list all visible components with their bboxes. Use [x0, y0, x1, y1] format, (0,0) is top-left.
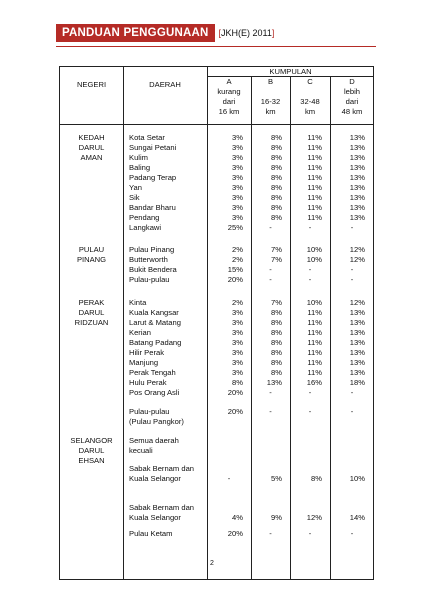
rate-cell: 11% — [307, 308, 322, 317]
rate-cell: - — [269, 275, 272, 284]
col-header-group-line: 48 km — [341, 107, 363, 116]
rate-cell: 8% — [271, 193, 282, 202]
rate-cell: 11% — [307, 193, 322, 202]
rate-cell: 12% — [306, 513, 322, 522]
rate-cell: - — [308, 529, 312, 538]
rate-cell: 13% — [349, 308, 365, 317]
rate-cell: - — [308, 223, 312, 232]
state-name: PINANG — [76, 255, 107, 264]
rate-cell: - — [350, 265, 354, 274]
rate-cell: 8% — [271, 203, 282, 212]
rate-cell: 3% — [232, 183, 243, 192]
rate-cell: 13% — [266, 378, 282, 387]
rate-cell: - — [308, 275, 312, 284]
rate-cell: 8% — [232, 378, 243, 387]
header-bottom-rule — [60, 124, 373, 125]
rate-cell: 13% — [349, 338, 365, 347]
rate-cell: - — [350, 223, 354, 232]
rate-cell: 12% — [349, 255, 365, 264]
daerah-name: Bandar Bharu — [129, 203, 176, 212]
rate-cell: 11% — [307, 338, 322, 347]
rate-cell: 3% — [232, 163, 243, 172]
rate-cell: 14% — [349, 513, 365, 522]
rate-cell: 13% — [349, 328, 365, 337]
rate-cell: 8% — [271, 338, 282, 347]
rate-cell: 2% — [232, 255, 243, 264]
rate-cell: - — [350, 388, 354, 397]
state-name: DARUL — [78, 143, 105, 152]
rate-cell: 3% — [232, 358, 243, 367]
col-header-group-line: lebih — [343, 87, 361, 96]
rate-cell: 8% — [271, 328, 282, 337]
col-divider — [290, 76, 291, 579]
page-header — [56, 24, 274, 42]
rate-cell: 11% — [307, 143, 322, 152]
rate-cell: 3% — [232, 338, 243, 347]
state-name: AMAN — [80, 153, 103, 162]
rate-cell: 20% — [227, 275, 243, 284]
rate-cell: 13% — [349, 163, 365, 172]
header-rule — [56, 46, 376, 47]
page-number: 2 — [210, 560, 214, 567]
rate-cell: - — [269, 265, 272, 274]
daerah-name: Yan — [129, 183, 142, 192]
daerah-name: Pos Orang Asli — [129, 388, 180, 397]
rate-cell: 13% — [349, 203, 365, 212]
rate-cell: 11% — [307, 173, 322, 182]
rate-cell: 2% — [232, 245, 243, 254]
rate-cell: 4% — [232, 513, 243, 522]
daerah-name: Sungai Petani — [129, 143, 177, 152]
rate-cell: 13% — [349, 368, 365, 377]
rates-table — [59, 66, 374, 580]
rate-cell: 20% — [227, 388, 243, 397]
daerah-name: Hulu Perak — [129, 378, 167, 387]
rate-cell: 13% — [349, 358, 365, 367]
rate-cell: 25% — [227, 223, 243, 232]
rate-cell: 13% — [349, 153, 365, 162]
rate-cell: 3% — [232, 368, 243, 377]
rate-cell: 8% — [271, 173, 282, 182]
rate-cell: 10% — [349, 474, 365, 483]
rate-cell: 11% — [307, 348, 322, 357]
rate-cell: 8% — [271, 358, 282, 367]
rate-cell: 3% — [232, 173, 243, 182]
rate-cell: 11% — [307, 358, 322, 367]
col-header-group-line: km — [265, 107, 276, 116]
rate-cell: - — [269, 407, 272, 416]
rate-cell: 13% — [349, 213, 365, 222]
rate-cell: - — [350, 529, 354, 538]
rate-cell: 12% — [349, 245, 365, 254]
rate-cell: 3% — [232, 143, 243, 152]
rate-cell: 12% — [349, 298, 365, 307]
col-header-group-line: 32-48 — [300, 97, 320, 106]
daerah-name: Larut & Matang — [129, 318, 181, 327]
daerah-name: Batang Padang — [129, 338, 182, 347]
rate-cell: 11% — [307, 183, 322, 192]
col-header-group-line: dari — [222, 97, 236, 106]
daerah-name: Butterworth — [129, 255, 168, 264]
rate-cell: - — [308, 407, 312, 416]
col-divider — [207, 67, 208, 579]
daerah-name: Hilir Perak — [129, 348, 165, 357]
rate-cell: 7% — [271, 255, 282, 264]
col-header-group-line: 16-32 — [260, 97, 281, 106]
rate-cell: 13% — [349, 183, 365, 192]
col-header-group-line: A — [226, 77, 232, 86]
col-divider — [330, 76, 331, 579]
header-title: PANDUAN PENGGUNAAN — [56, 24, 215, 42]
daerah-name: Kuala Kangsar — [129, 308, 179, 317]
daerah-name: Pulau Ketam — [129, 529, 173, 538]
rate-cell: - — [269, 388, 272, 397]
rate-cell: 3% — [232, 203, 243, 212]
rate-cell: 18% — [349, 378, 365, 387]
rate-cell: 8% — [271, 183, 282, 192]
rate-cell: 2% — [232, 298, 243, 307]
rate-cell: 13% — [349, 193, 365, 202]
state-name: DARUL — [78, 308, 105, 317]
col-header-group-line: km — [304, 107, 316, 116]
rate-cell: 10% — [306, 298, 322, 307]
rate-cell: 3% — [232, 348, 243, 357]
daerah-name: Bukit Bendera — [129, 265, 177, 274]
rate-cell: 13% — [349, 143, 365, 152]
rate-cell: 8% — [271, 143, 282, 152]
daerah-name: Semua daerah — [129, 436, 179, 445]
state-name: SELANGOR — [70, 436, 113, 445]
rate-cell: 11% — [307, 163, 322, 172]
rate-cell: 8% — [311, 474, 322, 483]
daerah-name: Baling — [129, 163, 151, 172]
rate-cell: 20% — [227, 529, 243, 538]
rate-cell: 13% — [349, 318, 365, 327]
rate-cell: 11% — [307, 328, 322, 337]
daerah-name: Sik — [129, 193, 140, 202]
state-name: PULAU — [78, 245, 105, 254]
rate-cell: 13% — [349, 133, 365, 142]
daerah-name: Kota Setar — [129, 133, 165, 142]
rate-cell: 13% — [349, 348, 365, 357]
state-name: KEDAH — [78, 133, 105, 142]
daerah-name: Perak Tengah — [129, 368, 176, 377]
rate-cell: 3% — [232, 153, 243, 162]
rate-cell: 3% — [232, 133, 243, 142]
col-header-kumpulan: KUMPULAN — [269, 67, 312, 76]
rate-cell: - — [227, 474, 231, 483]
rate-cell: 8% — [271, 153, 282, 162]
daerah-name: Langkawi — [129, 223, 162, 232]
state-name: EHSAN — [78, 456, 105, 465]
rate-cell: 11% — [307, 318, 322, 327]
rate-cell: - — [308, 265, 312, 274]
daerah-name: Kinta — [129, 298, 147, 307]
rate-cell: 8% — [271, 348, 282, 357]
state-name: DARUL — [78, 446, 105, 455]
rate-cell: 5% — [271, 474, 282, 483]
rate-cell: - — [350, 407, 354, 416]
state-name: RIDZUAN — [74, 318, 109, 327]
daerah-name: Padang Terap — [129, 173, 177, 182]
rate-cell: 3% — [232, 193, 243, 202]
daerah-name-line2: (Pulau Pangkor) — [129, 417, 184, 426]
rate-cell: 8% — [271, 368, 282, 377]
daerah-name: Pulau Pinang — [129, 245, 175, 254]
rate-cell: 8% — [271, 318, 282, 327]
daerah-name: Pendang — [129, 213, 160, 222]
col-header-group-line: 16 km — [218, 107, 240, 116]
col-header-group-line: C — [307, 77, 313, 86]
daerah-name-line2: kecuali — [129, 446, 153, 455]
col-header-negeri: NEGERI — [76, 80, 107, 89]
state-name: PERAK — [78, 298, 105, 307]
daerah-name-line2: Kuala Selangor — [129, 513, 181, 522]
rate-cell: 8% — [271, 133, 282, 142]
rate-cell: - — [269, 529, 272, 538]
rate-cell: 13% — [349, 173, 365, 182]
rate-cell: 10% — [306, 245, 322, 254]
daerah-name: Manjung — [129, 358, 159, 367]
col-divider — [123, 67, 124, 579]
rate-cell: 7% — [271, 298, 282, 307]
rate-cell: 3% — [232, 213, 243, 222]
rate-cell: 16% — [306, 378, 322, 387]
col-header-group-line: D — [349, 77, 355, 86]
col-header-group-line: B — [267, 77, 274, 86]
header-code: [JKH(E) 2011] — [218, 28, 275, 38]
col-header-daerah: DAERAH — [149, 80, 181, 89]
daerah-name: Pulau-pulau — [129, 407, 170, 416]
rate-cell: 11% — [307, 213, 322, 222]
rate-cell: 3% — [232, 328, 243, 337]
daerah-name: Kerian — [129, 328, 151, 337]
rate-cell: - — [350, 275, 354, 284]
rate-cell: 10% — [306, 255, 322, 264]
rate-cell: 11% — [307, 203, 322, 212]
rate-cell: - — [269, 223, 272, 232]
rate-cell: 15% — [227, 265, 243, 274]
daerah-name: Pulau-pulau — [129, 275, 170, 284]
rate-cell: 11% — [307, 153, 322, 162]
daerah-name: Sabak Bernam dan — [129, 503, 195, 512]
rate-cell: 3% — [232, 308, 243, 317]
col-header-group-line: dari — [345, 97, 359, 106]
rate-cell: - — [308, 388, 312, 397]
rate-cell: 11% — [307, 368, 322, 377]
rate-cell: 7% — [271, 245, 282, 254]
daerah-name: Kulim — [129, 153, 148, 162]
rate-cell: 3% — [232, 318, 243, 327]
rate-cell: 11% — [307, 133, 322, 142]
rate-cell: 8% — [271, 308, 282, 317]
rate-cell: 9% — [271, 513, 282, 522]
daerah-name-line2: Kuala Selangor — [129, 474, 181, 483]
col-header-group-line: kurang — [217, 87, 241, 96]
daerah-name: Sabak Bernam dan — [129, 464, 195, 473]
rate-cell: 8% — [271, 163, 282, 172]
rate-cell: 8% — [271, 213, 282, 222]
rate-cell: 20% — [227, 407, 243, 416]
